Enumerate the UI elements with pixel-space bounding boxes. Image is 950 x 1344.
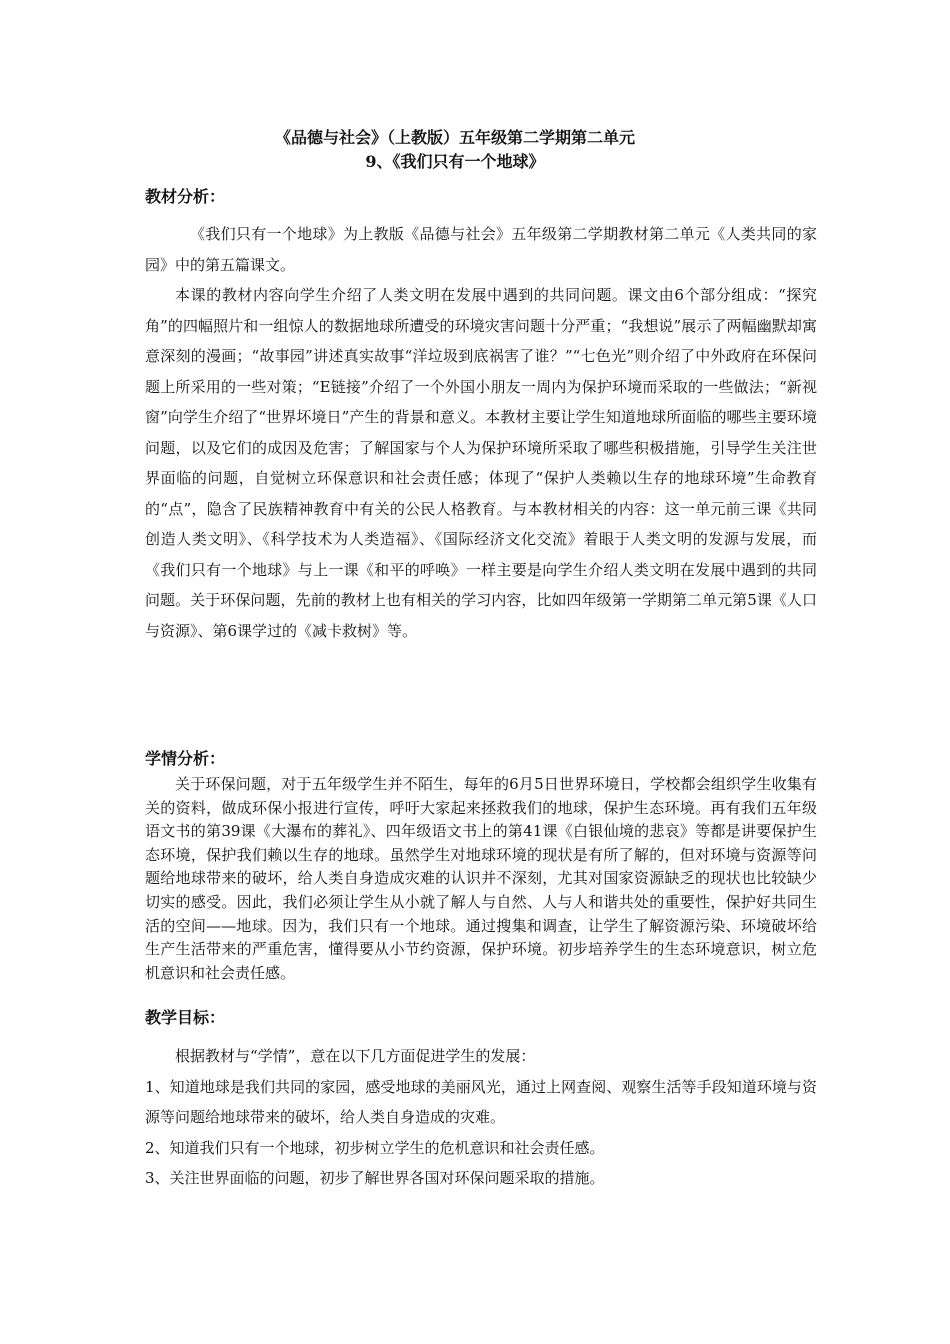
students-body	[145, 773, 817, 985]
document-title: 《品德与社会》（上教版）五年级第二学期第二单元	[274, 128, 635, 147]
goal-item-3: 3、关注世界面临的问题，初步了解世界各国对环保问题采取的措施。	[145, 1169, 605, 1187]
goal-item-1: 1、知道地球是我们共同的家园，感受地球的美丽风光，通过上网查阅、观察生活等手段知道环境与资源等问题给地球带来的破坏，给人类自身造成的灾难。	[145, 1077, 817, 1126]
students-paragraph-1: 关于环保问题，对于五年级学生并不陌生，每年的6月5日世界环境日，学校都会组织学生收集有关的资料，做成环保小报进行宣传，呼吁大家起来拯救我们的地球，保护生态环境。再有我们五年级语文书的第39课《大瀑布的葬礼》、四年级语文书上的第41课《白银仙境的悲哀》等都是讲要保护生态环境，保护我们赖以生存的地球。虽然学生对地球环境的现状是有所了解的，但对环境与资源等问题给地球带来的破坏，给人类自身造成灾难的认识并不深刻，尤其对国家资源缺乏的现状也比较缺少切实的感受。因此，我们必须让学生从小就了解人与自然、人与人和谐共处的重要性，保护好共同生活的空间——地球。因为，我们只有一个地球。通过搜集和调查，让学生了解资源污染、环境破坏给生产生活带来的严重危害，懂得要从小节约资源，保护环境。初步培养学生的生态环境意识，树立危机意识和社会责任感。	[145, 775, 817, 982]
goal-item-2: 2、知道我们只有一个地球，初步树立学生的危机意识和社会责任感。	[145, 1138, 605, 1157]
goals-intro: 根据教材与“学情”，意在以下几方面促进学生的发展：	[175, 1047, 536, 1065]
goals-heading: 教学目标：	[145, 1008, 226, 1027]
materials-paragraph-1: 《我们只有一个地球》为上教版《品德与社会》五年级第二学期教材第二单元《人类共同的家园》中的第五篇课文。	[145, 225, 817, 274]
goals-body	[145, 1041, 817, 1194]
students-heading: 学情分析：	[145, 749, 226, 768]
materials-heading: 教材分析：	[145, 187, 226, 206]
materials-body	[145, 219, 817, 646]
materials-paragraph-2: 本课的教材内容向学生介绍了人类文明在发展中遇到的共同问题。课文由6个部分组成：“探究角”的四幅照片和一组惊人的数据地球所遭受的环境灾害问题十分严重；“我想说”展示了两幅幽默却寓意深刻的漫画；“故事园”讲述真实故事“洋垃圾到底祸害了谁？”“七色光”则介绍了中外政府在环保问题上所采用的一些对策；“E链接”介绍了一个外国小朋友一周内为保护环境而采取的一些做法；“新视窗”向学生介绍了“世界坏境日”产生的背景和意义。本教材主要让学生知道地球所面临的哪些主要环境问题，以及它们的成因及危害；了解国家与个人为保护环境所采取了哪些积极措施，引导学生关注世界面临的问题，自觉树立环保意识和社会责任感；体现了“保护人类赖以生存的地球环境”生命教育的“点”，隐含了民族精神教育中有关的公民人格教育。与本教材相关的内容：这一单元前三课《共同创造人类文明》、《科学技术为人类造福》、《国际经济文化交流》着眼于人类文明的发源与发展，而《我们只有一个地球》与上一课《和平的呼唤》一样主要是向学生介绍人类文明在发展中遇到的共同问题。关于环保问题，先前的教材上也有相关的学习内容，比如四年级第一学期第二单元第5课《人口与资源》、第6课学过的《减卡救树》等。	[145, 286, 817, 640]
lesson-title: 9、《我们只有一个地球》	[365, 152, 545, 171]
